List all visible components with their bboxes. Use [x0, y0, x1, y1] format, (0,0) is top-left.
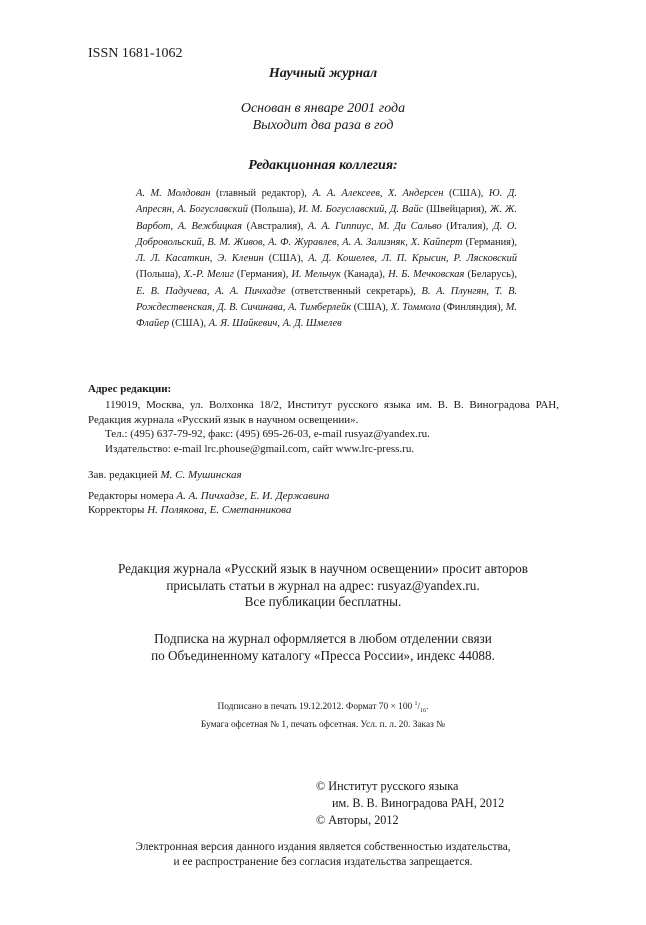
board-member-note: (Германия),	[462, 236, 518, 248]
board-member-note: ,	[171, 204, 178, 216]
managing-editor-line	[88, 469, 242, 481]
printing-line-1	[0, 697, 646, 718]
board-member-note: ,	[277, 318, 283, 330]
format-fraction-slash: /	[417, 702, 421, 713]
board-member-name: Р. Лясковский	[453, 253, 518, 265]
board-member-name: В. А. Плунгян	[421, 285, 487, 297]
notice-line-1: Редакция журнала «Русский язык в научном освещении» просит авторов	[117, 561, 528, 576]
board-member-name: Х. Андерсен	[387, 188, 444, 199]
footer-line-2: и ее распространение без согласия издательства запрещается.	[173, 856, 473, 868]
board-member-name: Ю. Д. Апресян	[136, 188, 517, 216]
board-member-note: (США),	[169, 318, 209, 330]
board-member-note: (США),	[263, 253, 309, 265]
board-member-name: А. М. Молдован	[136, 188, 211, 199]
format-fraction-num: 1	[414, 701, 418, 707]
board-member-name: А. А. Гиппиус	[307, 220, 371, 232]
board-member-note: ,	[384, 204, 390, 216]
board-member-note: ,	[209, 253, 218, 265]
board-member-note: (ответственный секретарь),	[285, 285, 422, 297]
board-member-name: А. Д. Шмелев	[282, 318, 342, 330]
board-member-name: Э. Кленин	[217, 253, 264, 265]
board-member-note: (Польша),	[136, 269, 184, 281]
board-member-name: Х. Кайперт	[410, 236, 463, 248]
address-line: 119019, Москва, ул. Волхонка 18/2, Институт русского языка им. В. В. Виноградова РАН, Редакция журнала «Русский язык в научном освещении».	[88, 399, 559, 426]
copyright-block	[316, 778, 504, 829]
board-member-name: М. Флайер	[136, 302, 517, 330]
board-member-name: Д. О. Добровольский	[136, 220, 518, 248]
proofreaders-line	[88, 504, 291, 516]
board-member-note: (Германия),	[233, 269, 292, 281]
board-member-note: (США),	[443, 188, 489, 199]
board-member-name: Л. Л. Касаткин	[136, 253, 210, 265]
board-member-name: Н. Б. Мечковская	[388, 269, 465, 281]
board-member-note: (Беларусь),	[464, 269, 517, 281]
board-member-name: Х. Томмола	[390, 302, 441, 314]
board-member-name: А. Д. Кошелев	[308, 253, 375, 265]
format-end: .	[426, 702, 429, 713]
board-member-name: А. Вежбицкая	[177, 220, 242, 232]
board-member-note: ,	[405, 236, 411, 248]
printing-format: Подписано в печать 19.12.2012. Формат 70 × 100	[217, 702, 415, 713]
submission-notice	[0, 561, 646, 611]
board-member-name: М. Ди Сальво	[378, 220, 442, 232]
board-member-name: В. М. Живов	[207, 236, 263, 248]
issue-editors-line	[88, 490, 330, 502]
board-member-name: Х.-Р. Мелиг	[183, 269, 234, 281]
board-member-note: (США),	[351, 302, 391, 314]
board-member-name: Л. П. Крысин	[382, 253, 446, 265]
footer-line-1: Электронная версия данного издания является собственностью издательства,	[135, 841, 511, 853]
board-member-note: (Финляндия),	[440, 302, 506, 314]
board-member-name: А. А. Пичхадзе	[215, 285, 286, 297]
board-member-name: А. Богуславский	[177, 204, 248, 216]
board-member-note: ,	[212, 302, 218, 314]
phone-line: Тел.: (495) 637-79-92, факс: (495) 695-26-03, e-mail rusyaz@yandex.ru.	[105, 428, 430, 440]
board-member-name: Д. Вайс	[389, 204, 424, 216]
board-member-name: Е. В. Падучева	[136, 285, 207, 297]
board-member-name: А. Я. Шайкевич	[208, 318, 278, 330]
board-title: Редакционная коллегия:	[248, 158, 398, 173]
board-member-note: ,	[486, 285, 495, 297]
publisher-line: Издательство: e-mail lrc.phouse@gmail.com, сайт www.lrc-press.ru.	[105, 442, 415, 455]
notice-line-3: Все публикации бесплатны.	[244, 594, 402, 609]
board-member-note: ,	[374, 253, 383, 265]
board-member-name: И. М. Богуславский	[298, 204, 385, 216]
printing-info	[0, 697, 646, 732]
issn: ISSN 1681-1062	[88, 46, 183, 61]
board-member-note: (главный редактор),	[210, 188, 313, 199]
board-member-name: Ж. Ж. Варбот	[136, 204, 518, 232]
board-member-name: А. Тимберлейк	[288, 302, 352, 314]
managing-editor-name: М. С. Мушинская	[160, 469, 242, 481]
board-member-note: ,	[379, 188, 388, 199]
board-member-name: А. Ф. Журавлев	[268, 236, 337, 248]
board-member-note: (Канада),	[340, 269, 389, 281]
proofreaders-names: Н. Полякова, Е. Сметанникова	[147, 504, 292, 516]
subscription-line-2: по Объединенному каталогу «Пресса России», индекс 44088.	[151, 647, 495, 663]
board-member-note: ,	[201, 236, 208, 248]
board-member-name: Т. В. Рождественская	[136, 285, 518, 314]
board-member-note: (Польша),	[247, 204, 299, 216]
proofreaders-label: Корректоры	[88, 504, 148, 516]
board-member-name: А. А. Зализняк	[342, 236, 406, 248]
board-member-note: ,	[262, 236, 269, 248]
notice-line-2: присылать статьи в журнал на адрес: rusyaz@yandex.ru.	[166, 577, 480, 593]
board-member-name: Д. В. Сичинава	[217, 302, 283, 314]
printing-line-2: Бумага офсетная № 1, печать офсетная. Усл. п. л. 20. Заказ №	[200, 720, 446, 730]
frequency-line: Выходит два раза в год	[252, 118, 394, 133]
founded-line: Основан в январе 2001 года	[240, 101, 406, 116]
board-member-note: (Швейцария),	[423, 204, 490, 216]
format-fraction-den: 16	[420, 708, 427, 714]
managing-editor-label: Зав. редакцией	[88, 469, 161, 481]
address-block	[88, 398, 559, 456]
board-member-note: ,	[446, 253, 454, 265]
board-member-note: ,	[370, 220, 379, 232]
board-member-note: ,	[170, 220, 178, 232]
board-member-note: ,	[282, 302, 289, 314]
board-member-note: (Италия),	[441, 220, 493, 232]
board-member-note: ,	[206, 285, 216, 297]
issue-editors-label: Редакторы номера	[88, 490, 177, 502]
subscription-line-1: Подписка на журнал оформляется в любом отделении связи	[154, 631, 492, 646]
board-member-name: И. Мельчук	[291, 269, 341, 281]
copyright-line-3: © Авторы, 2012	[316, 813, 399, 827]
journal-type: Научный журнал	[268, 66, 378, 81]
board-member-note: (Австралия),	[241, 220, 308, 232]
address-heading: Адрес редакции:	[88, 383, 172, 395]
electronic-version-notice	[0, 840, 646, 870]
board-member-note: ,	[336, 236, 343, 248]
copyright-line-1: © Институт русского языка	[316, 779, 459, 793]
subscription-notice	[0, 631, 646, 664]
editorial-board-list	[136, 186, 517, 333]
issue-editors-names: А. А. Пичхадзе, Е. И. Державина	[176, 490, 330, 502]
copyright-line-2: им. В. В. Виноградова РАН, 2012	[332, 796, 505, 810]
board-member-name: А. А. Алексеев	[312, 188, 380, 199]
